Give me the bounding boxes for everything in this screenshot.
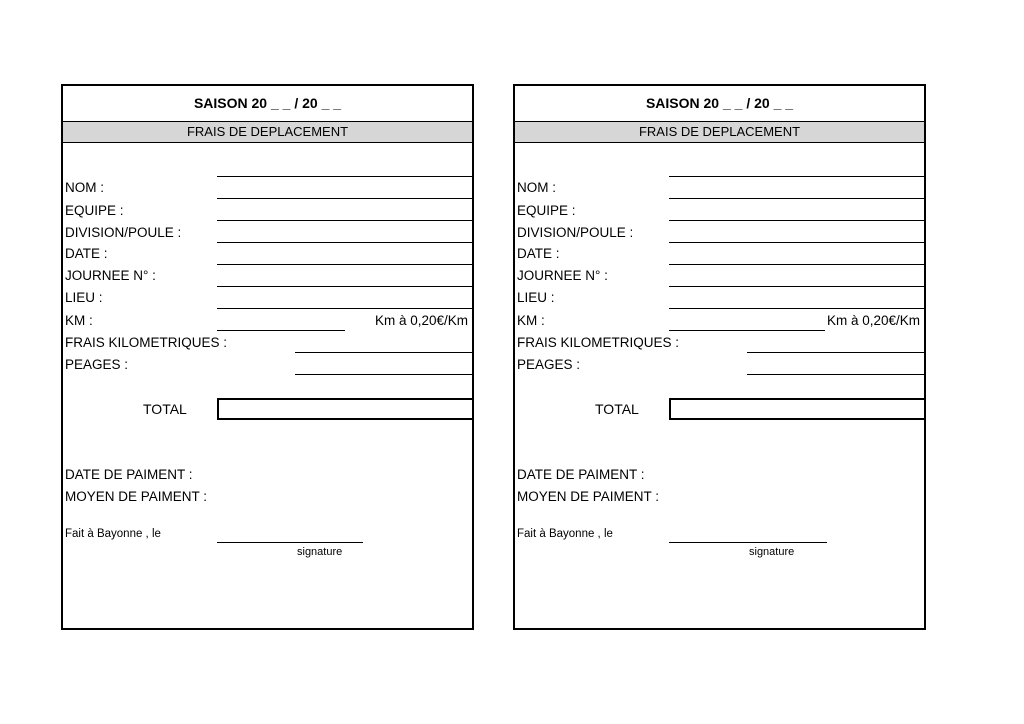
top-fill-line xyxy=(217,142,474,143)
signature-line[interactable] xyxy=(217,542,363,543)
lieu-label: LIEU : xyxy=(517,290,555,305)
km-field[interactable] xyxy=(669,330,825,331)
peages-field[interactable] xyxy=(295,374,474,375)
total-box[interactable] xyxy=(217,398,474,420)
form-subtitle: FRAIS DE DEPLACEMENT xyxy=(63,121,472,143)
equipe-field[interactable] xyxy=(669,198,926,199)
division-field[interactable] xyxy=(217,220,474,221)
equipe-label: EQUIPE : xyxy=(517,203,576,218)
lieu-field[interactable] xyxy=(217,286,474,287)
fait-a-label: Fait à Bayonne , le xyxy=(65,528,161,540)
km-field[interactable] xyxy=(217,330,345,331)
division-label: DIVISION/POULE : xyxy=(65,225,182,240)
date-label: DATE : xyxy=(517,246,560,261)
lieu-label: LIEU : xyxy=(65,290,103,305)
km-label: KM : xyxy=(65,313,93,328)
frais-label: FRAIS KILOMETRIQUES : xyxy=(517,335,680,350)
km-rate-note: Km à 0,20€/Km xyxy=(374,313,468,328)
lieu-second-line xyxy=(217,308,474,309)
nom-field[interactable] xyxy=(669,176,926,177)
date-field[interactable] xyxy=(669,242,926,243)
division-field[interactable] xyxy=(669,220,926,221)
form-title: SAISON 20 _ _ / 20 _ _ xyxy=(193,95,342,111)
signature-line[interactable] xyxy=(669,542,827,543)
equipe-field[interactable] xyxy=(217,198,474,199)
expense-form-right xyxy=(513,84,926,630)
journee-label: JOURNEE N° : xyxy=(65,268,156,283)
peages-label: PEAGES : xyxy=(65,357,129,372)
form-title: SAISON 20 _ _ / 20 _ _ xyxy=(645,95,794,111)
journee-field[interactable] xyxy=(217,264,474,265)
date-field[interactable] xyxy=(217,242,474,243)
signature-label: signature xyxy=(749,546,795,558)
frais-field[interactable] xyxy=(747,352,926,353)
nom-label: NOM : xyxy=(65,180,104,195)
expense-form-left xyxy=(61,84,474,630)
journee-field[interactable] xyxy=(669,264,926,265)
km-label: KM : xyxy=(517,313,545,328)
frais-field[interactable] xyxy=(295,352,474,353)
lieu-field[interactable] xyxy=(669,286,926,287)
division-label: DIVISION/POULE : xyxy=(517,225,634,240)
fait-a-label: Fait à Bayonne , le xyxy=(517,528,613,540)
moyen-paiement-label: MOYEN DE PAIMENT : xyxy=(517,489,660,504)
date-paiement-label: DATE DE PAIMENT : xyxy=(517,467,645,482)
total-box[interactable] xyxy=(669,398,926,420)
total-label: TOTAL xyxy=(595,401,639,417)
form-subtitle: FRAIS DE DEPLACEMENT xyxy=(515,121,924,143)
nom-label: NOM : xyxy=(517,180,556,195)
top-fill-line xyxy=(669,142,926,143)
total-label: TOTAL xyxy=(143,401,187,417)
moyen-paiement-label: MOYEN DE PAIMENT : xyxy=(65,489,208,504)
nom-field[interactable] xyxy=(217,176,474,177)
peages-field[interactable] xyxy=(747,374,926,375)
km-rate-note: Km à 0,20€/Km xyxy=(826,313,920,328)
frais-label: FRAIS KILOMETRIQUES : xyxy=(65,335,228,350)
journee-label: JOURNEE N° : xyxy=(517,268,608,283)
equipe-label: EQUIPE : xyxy=(65,203,124,218)
lieu-second-line xyxy=(669,308,926,309)
date-label: DATE : xyxy=(65,246,108,261)
peages-label: PEAGES : xyxy=(517,357,581,372)
date-paiement-label: DATE DE PAIMENT : xyxy=(65,467,193,482)
signature-label: signature xyxy=(297,546,343,558)
